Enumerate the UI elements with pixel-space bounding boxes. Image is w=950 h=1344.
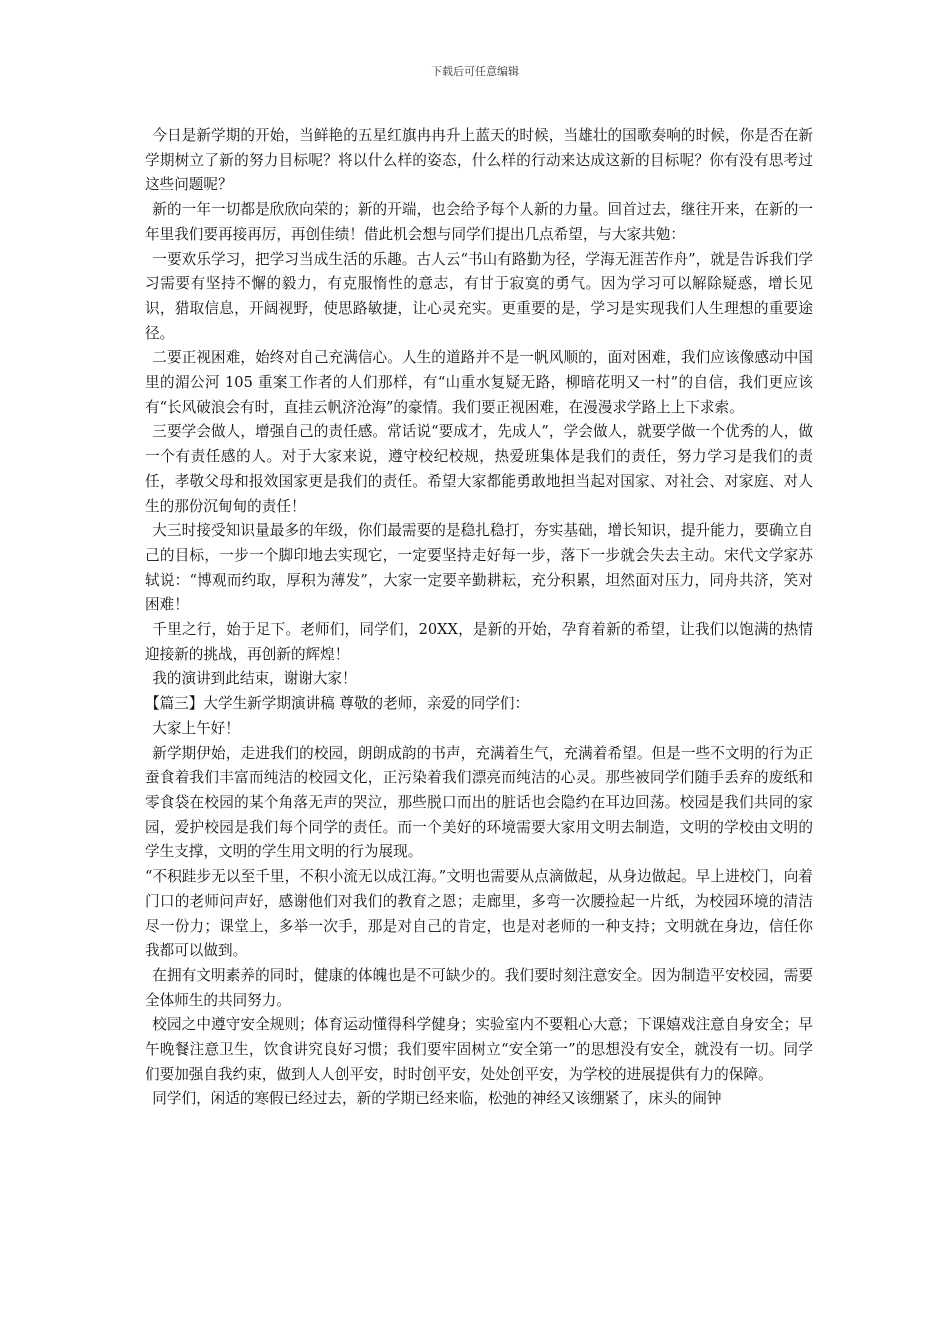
page-header-note: 下载后可任意编辑	[431, 65, 519, 78]
paragraph-health-and-safety: 在拥有文明素养的同时，健康的体魄也是不可缺少的。我们要时刻注意安全。因为制造平安校园，需要全体师生的共同努力。	[145, 966, 813, 1009]
paragraph-speech-end: 我的演讲到此结束，谢谢大家！	[152, 670, 357, 688]
paragraph-journey-begins: 千里之行，始于足下。老师们，同学们，20XX，是新的开始，孕育着新的希望，让我们以饱满的热情迎接新的挑战，再创新的辉煌！	[145, 621, 813, 663]
paragraph-greeting: 大家上午好！	[152, 719, 240, 737]
paragraph-face-difficulties: 二要正视困难，始终对自己充满信心。人生的道路并不是一帆风顺的，面对困难，我们应该像感动中国里的湄公河 105 重案工作者的人们那样，有“山重水复疑无路，柳暗花明又一村”的自信，我们更应该有“长风破浪会有时，直挂云帆济沧海”的豪情。我们要正视困难，在漫漫求学路上上下求索。	[145, 349, 813, 416]
paragraph-closing-partial: 同学们，闲适的寒假已经过去，新的学期已经来临，松弛的神经又该绷紧了，床头的闹钟	[152, 1090, 722, 1108]
paragraph-small-steps-quote: “不积跬步无以至千里，不积小流无以成江海。”文明也需要从点滴做起，从身边做起。早上进校门，向着门口的老师问声好，感谢他们对我们的教育之恩；走廊里，多弯一次腰捡起一片纸，为校园环境的清洁尽一份力；课堂上，多举一次手，那是对自己的肯定，也是对老师的一种支持；文明就在身边，信任你我都可以做到。	[145, 868, 813, 960]
paragraph-learn-to-be-a-person: 三要学会做人，增强自己的责任感。常话说“要成才，先成人”，学会做人，就要学做一个优秀的人，做一个有责任感的人。对于大家来说，遵守校纪校规，热爱班集体是我们的责任，努力学习是我们的责任，孝敬父母和报效国家更是我们的责任。希望大家都能勇敢地担当起对国家、对社会、对家庭、对人生的那份沉甸甸的责任！	[145, 423, 813, 515]
paragraph-junior-year: 大三时接受知识量最多的年级，你们最需要的是稳扎稳打，夯实基础，增长知识，提升能力，要确立自己的目标，一步一个脚印地去实现它，一定要坚持走好每一步，落下一步就会失去主动。宋代文学家苏轼说：“博观而约取，厚积为薄发”，大家一定要辛勤耕耘，充分积累，坦然面对压力，同舟共济，笑对困难！	[145, 522, 813, 614]
section-heading-part-three: 【篇三】大学生新学期演讲稿 尊敬的老师，亲爱的同学们：	[145, 695, 530, 713]
paragraph-happy-learning: 一要欢乐学习，把学习当成生活的乐趣。古人云“书山有路勤为径，学海无涯苦作舟”，就是告诉我们学习需要有坚持不懈的毅力，有克服惰性的意志，有甘于寂寞的勇气。因为学习可以解除疑惑，增长见识，猎取信息，开阔视野，使思路敏捷，让心灵充实。更重要的是，学习是实现我们人生理想的重要途径。	[145, 250, 813, 342]
document-body	[145, 124, 813, 1112]
paragraph-new-year-hopes: 新的一年一切都是欣欣向荣的；新的开端，也会给予每个人新的力量。回首过去，继往开来，在新的一年里我们要再接再厉，再创佳绩！借此机会想与同学们提出几点希望，与大家共勉：	[145, 201, 813, 243]
paragraph-new-semester-opening: 今日是新学期的开始，当鲜艳的五星红旗冉冉升上蓝天的时候，当雄壮的国歌奏响的时候，你是否在新学期树立了新的努力目标呢？将以什么样的姿态，什么样的行动来达成这新的目标呢？你有没有思考过这些问题呢？	[145, 127, 813, 194]
paragraph-safety-rules: 校园之中遵守安全规则；体育运动懂得科学健身；实验室内不要粗心大意；下课嬉戏注意自身安全；早午晚餐注意卫生，饮食讲究良好习惯；我们要牢固树立“安全第一”的思想没有安全，就没有一切。同学们要加强自我约束，做到人人创平安，时时创平安，处处创平安，为学校的进展提供有力的保障。	[145, 1016, 813, 1083]
paragraph-campus-civility: 新学期伊始，走进我们的校园，朗朗成韵的书声，充满着生气，充满着希望。但是一些不文明的行为正蚕食着我们丰富而纯洁的校园文化，正污染着我们漂亮而纯洁的心灵。那些被同学们随手丢弃的废纸和零食袋在校园的某个角落无声的哭泣，那些脱口而出的脏话也会隐约在耳边回荡。校园是我们共同的家园，爱护校园是我们每个同学的责任。而一个美好的环境需要大家用文明去制造，文明的学校由文明的学生支撑，文明的学生用文明的行为展现。	[145, 744, 813, 861]
